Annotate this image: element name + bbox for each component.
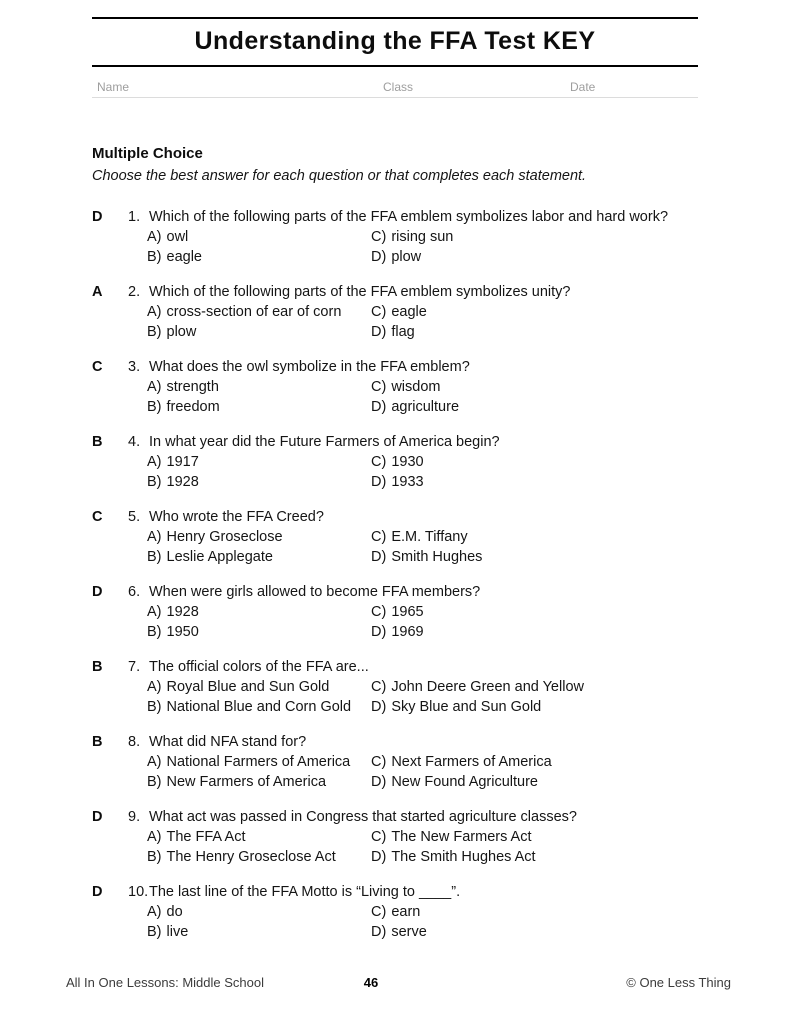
option-a [147,302,371,322]
answer-key-letter: D [92,584,103,600]
option-d [371,772,698,792]
options-grid [147,302,698,342]
question-body [128,657,698,717]
question-list [92,207,698,942]
answer-key-letter: B [92,734,103,750]
answer-key-letter: C [92,359,103,375]
option-b-label: B) [147,849,162,865]
answer-key-letter: B [92,659,103,675]
option-d [371,322,698,342]
page-title: Understanding the FFA Test KEY [194,27,596,55]
answer-key-letter: D [92,884,103,900]
question-line [128,507,698,527]
answer-key-letter: D [92,209,103,225]
option-b-text: eagle [166,249,202,265]
option-b-label: B) [147,924,162,940]
option-d-label: D) [371,774,387,790]
option-c-text: John Deere Green and Yellow [391,679,584,695]
option-b-label: B) [147,324,162,340]
option-d-text: serve [391,924,427,940]
option-a-text: 1917 [166,454,199,470]
question-row [92,432,698,492]
option-b-text: New Farmers of America [166,774,327,790]
question-number: 4. [128,434,141,450]
answer-key-letter: B [92,434,103,450]
option-a-label: A) [147,379,162,395]
question-line [128,207,698,227]
option-b-label: B) [147,474,162,490]
header-bottom-rule [92,65,698,67]
option-a-label: A) [147,904,162,920]
page-footer [0,975,791,995]
option-c-text: 1965 [391,604,424,620]
option-b-label: B) [147,399,162,415]
option-a [147,827,371,847]
answer-key-letter: D [92,809,103,825]
option-a-text: The FFA Act [166,829,246,845]
question-body [128,357,698,417]
question-text: What did NFA stand for? [149,734,307,750]
option-b-label: B) [147,699,162,715]
option-a-label: A) [147,754,162,770]
footer-source-text: All In One Lessons: Middle School [66,975,264,990]
option-a [147,602,371,622]
question-body [128,732,698,792]
page-number: 46 [363,975,379,990]
options-grid [147,377,698,417]
option-b-text: The Henry Groseclose Act [166,849,336,865]
question-number: 2. [128,284,141,300]
option-a [147,677,371,697]
option-a-text: cross-section of ear of corn [166,304,342,320]
option-c [371,527,698,547]
option-d-text: Smith Hughes [391,549,483,565]
question-row [92,807,698,867]
question-text: What act was passed in Congress that started agriculture classes? [149,809,577,825]
option-b-text: National Blue and Corn Gold [166,699,352,715]
option-a-text: Henry Groseclose [166,529,283,545]
question-line [128,282,698,302]
option-d-label: D) [371,324,387,340]
option-a-label: A) [147,829,162,845]
question-text: Who wrote the FFA Creed? [149,509,324,525]
option-d [371,697,698,717]
question-body [128,507,698,567]
question-row [92,282,698,342]
options-grid [147,677,698,717]
option-d [371,547,698,567]
option-c [371,302,698,322]
option-a-text: owl [166,229,189,245]
option-a-label: A) [147,229,162,245]
option-c-label: C) [371,829,387,845]
option-b-label: B) [147,624,162,640]
option-c-label: C) [371,604,387,620]
question-line [128,357,698,377]
date-field-label: Date [570,80,596,94]
option-d-text: The Smith Hughes Act [391,849,536,865]
option-d-label: D) [371,249,387,265]
option-c-text: E.M. Tiffany [391,529,468,545]
option-c [371,677,698,697]
question-text: When were girls allowed to become FFA members? [149,584,481,600]
option-d-text: New Found Agriculture [391,774,538,790]
question-line [128,807,698,827]
option-a [147,377,371,397]
option-c-text: 1930 [391,454,424,470]
option-a [147,752,371,772]
question-line [128,582,698,602]
question-row [92,357,698,417]
option-b [147,922,371,942]
option-b-text: freedom [166,399,220,415]
question-body [128,282,698,342]
option-d-text: 1969 [391,624,424,640]
options-grid [147,452,698,492]
name-field-label: Name [97,80,130,94]
options-grid [147,527,698,567]
question-number: 1. [128,209,141,225]
option-a [147,227,371,247]
option-c [371,602,698,622]
option-d-label: D) [371,699,387,715]
option-c-label: C) [371,679,387,695]
question-text: In what year did the Future Farmers of America begin? [149,434,500,450]
option-a [147,452,371,472]
option-d-text: agriculture [391,399,460,415]
option-c-label: C) [371,754,387,770]
option-c [371,377,698,397]
option-c-text: The New Farmers Act [391,829,532,845]
option-d-label: D) [371,924,387,940]
option-a-text: National Farmers of America [166,754,351,770]
option-b [147,397,371,417]
question-text: The last line of the FFA Motto is “Living to ____”. [149,884,461,900]
option-d [371,397,698,417]
header [92,17,698,67]
option-b [147,847,371,867]
option-a-label: A) [147,454,162,470]
option-b-text: live [166,924,189,940]
option-c-text: eagle [391,304,427,320]
answer-key-letter: A [92,284,103,300]
option-d [371,472,698,492]
option-b-text: Leslie Applegate [166,549,273,565]
option-c [371,752,698,772]
question-number: 10. [128,884,149,900]
question-row [92,882,698,942]
option-b [147,322,371,342]
option-b-text: 1950 [166,624,199,640]
option-b-text: plow [166,324,197,340]
option-b [147,772,371,792]
option-c-label: C) [371,304,387,320]
question-number: 9. [128,809,141,825]
question-number: 3. [128,359,141,375]
question-number: 7. [128,659,141,675]
option-d-label: D) [371,549,387,565]
option-d [371,622,698,642]
option-d-text: plow [391,249,422,265]
options-grid [147,827,698,867]
option-c [371,827,698,847]
option-d-text: 1933 [391,474,424,490]
content-area [92,17,698,942]
footer-copyright: © One Less Thing [626,975,731,990]
option-d-label: D) [371,624,387,640]
option-b [147,472,371,492]
question-line [128,882,698,902]
option-c-label: C) [371,229,387,245]
option-c-label: C) [371,904,387,920]
question-line [128,657,698,677]
student-info-row [92,77,698,98]
option-c [371,227,698,247]
option-b [147,547,371,567]
option-d-text: Sky Blue and Sun Gold [391,699,542,715]
option-a-text: do [166,904,183,920]
option-a-text: 1928 [166,604,199,620]
option-a-label: A) [147,304,162,320]
option-c-text: wisdom [391,379,441,395]
option-b-text: 1928 [166,474,199,490]
option-c-text: rising sun [391,229,454,245]
option-b [147,622,371,642]
question-text: What does the owl symbolize in the FFA emblem? [149,359,470,375]
option-c [371,902,698,922]
question-row [92,657,698,717]
question-row [92,732,698,792]
question-text: Which of the following parts of the FFA emblem symbolizes labor and hard work? [149,209,669,225]
answer-key-letter: C [92,509,103,525]
option-c-label: C) [371,379,387,395]
option-c-text: Next Farmers of America [391,754,552,770]
option-a-label: A) [147,604,162,620]
section-heading: Multiple Choice [92,145,203,162]
option-d [371,922,698,942]
question-body [128,882,698,942]
question-text: Which of the following parts of the FFA emblem symbolizes unity? [149,284,571,300]
options-grid [147,902,698,942]
option-b-label: B) [147,774,162,790]
question-row [92,507,698,567]
option-d-text: flag [391,324,415,340]
option-c-text: earn [391,904,421,920]
option-d-label: D) [371,474,387,490]
option-b-label: B) [147,249,162,265]
question-body [128,582,698,642]
option-a-label: A) [147,529,162,545]
question-row [92,582,698,642]
question-body [128,207,698,267]
option-a [147,527,371,547]
option-d [371,847,698,867]
option-b-label: B) [147,549,162,565]
option-b [147,697,371,717]
option-a-label: A) [147,679,162,695]
question-number: 8. [128,734,141,750]
option-a [147,902,371,922]
question-body [128,432,698,492]
option-b [147,247,371,267]
option-c [371,452,698,472]
question-text: The official colors of the FFA are... [149,659,369,675]
option-c-label: C) [371,529,387,545]
options-grid [147,602,698,642]
option-d-label: D) [371,399,387,415]
option-c-label: C) [371,454,387,470]
question-line [128,432,698,452]
class-field-label: Class [383,80,414,94]
option-d-label: D) [371,849,387,865]
option-d [371,247,698,267]
question-number: 6. [128,584,141,600]
question-line [128,732,698,752]
option-a-text: Royal Blue and Sun Gold [166,679,330,695]
option-a-text: strength [166,379,219,395]
options-grid [147,752,698,792]
question-number: 5. [128,509,141,525]
question-body [128,807,698,867]
section-instructions: Choose the best answer for each question or that completes each statement. [92,168,587,184]
options-grid [147,227,698,267]
question-row [92,207,698,267]
